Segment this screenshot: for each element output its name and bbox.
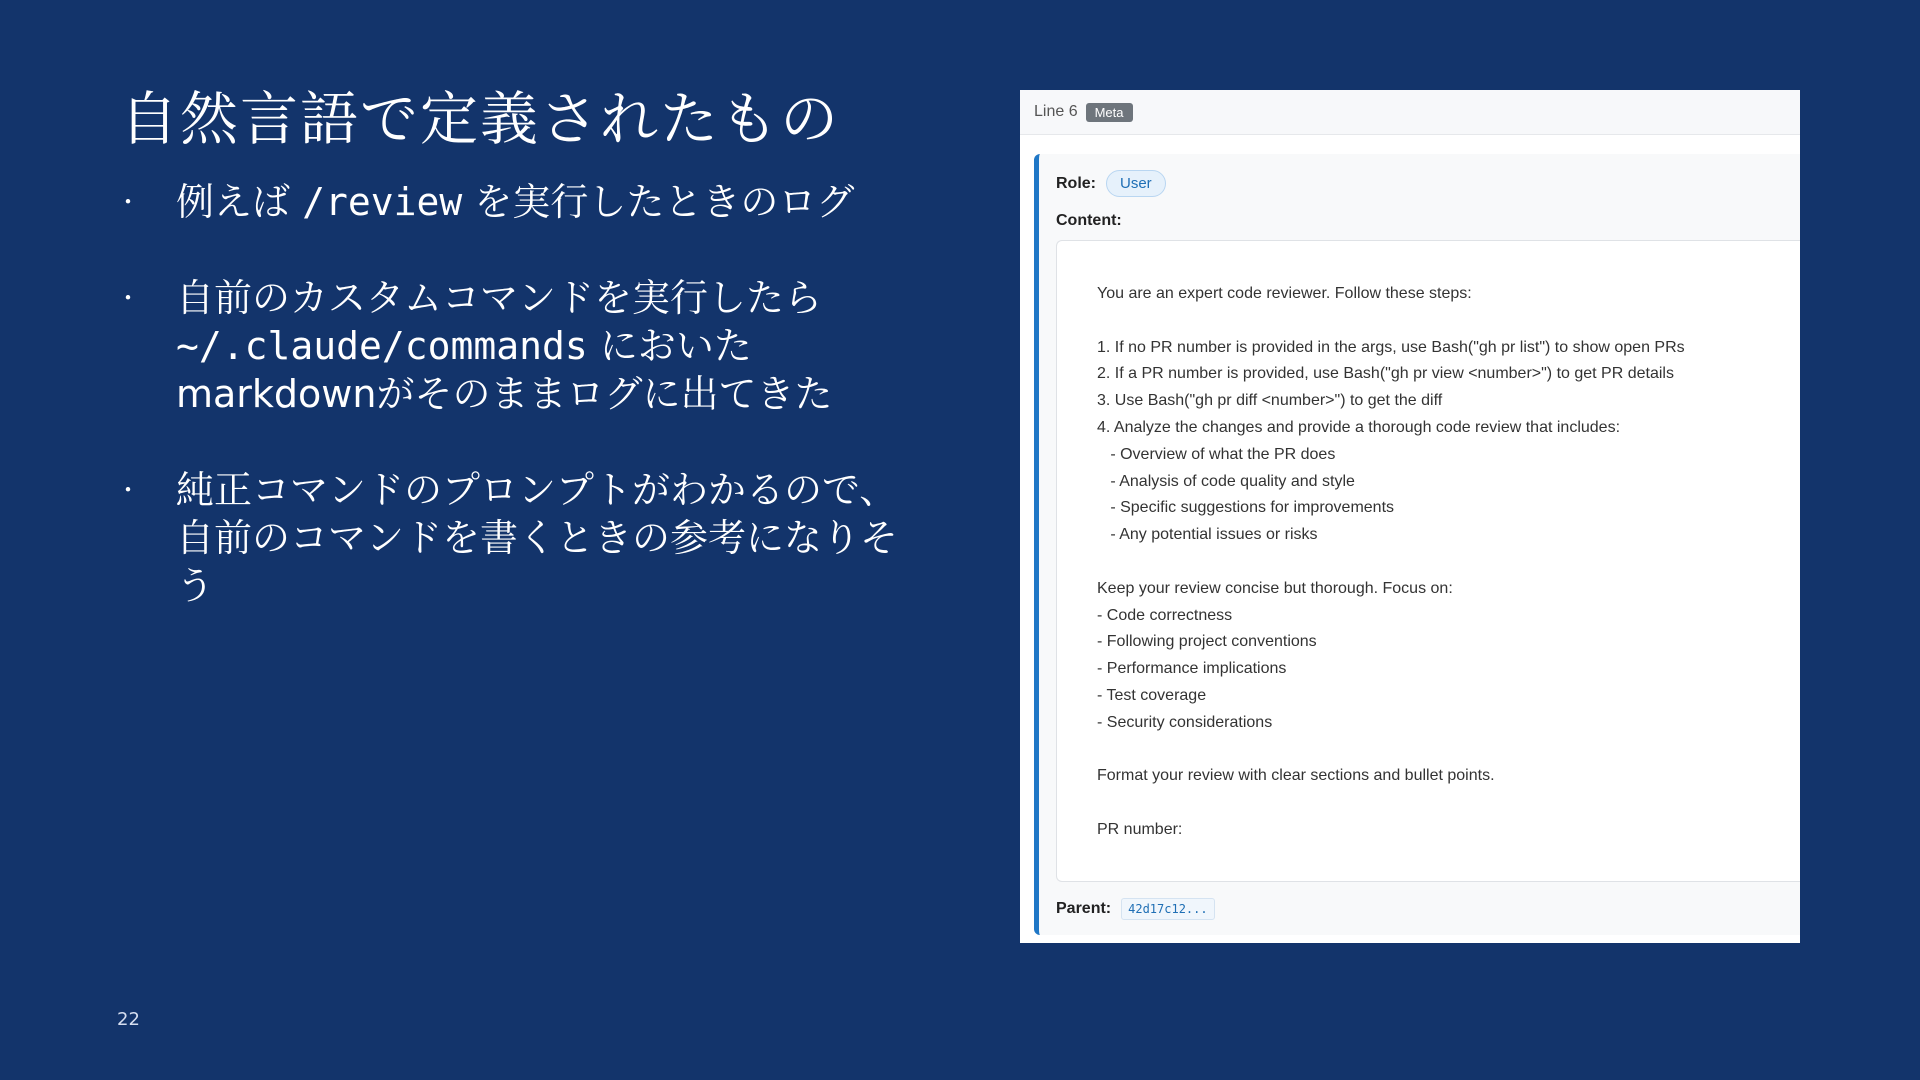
panel-header [1020,90,1800,135]
meta-badge[interactable]: Meta [1086,103,1133,122]
content-line [1097,790,1800,817]
bullet-dot: ・ [116,188,140,216]
bullet-text: 自前のカスタムコマンドを実行したら [176,276,823,320]
bullet-item [112,178,912,226]
bullet-item [112,466,912,610]
content-line: Keep your review concise but thorough. Focus on: [1097,579,1453,597]
content-box [1056,240,1800,882]
parent-label: Parent: [1056,900,1112,917]
bullet-dot: ・ [116,476,140,504]
content-line: 2. If a PR number is provided, use Bash("gh pr view <number>") to get PR details [1097,365,1674,383]
bullet-list [112,178,912,658]
content-line: - Performance implications [1097,660,1287,678]
parent-row [1056,898,1215,920]
content-line [1097,549,1800,576]
content-line: - Test coverage [1097,686,1207,704]
slide-title: 自然言語で定義されたもの [120,85,841,153]
role-label: Role: [1056,174,1096,192]
bullet-text: を実行したときのログ [462,180,855,224]
content-line: 1. If no PR number is provided in the args, use Bash("gh pr list") to show open PRs [1097,338,1685,356]
content-line: - Security considerations [1097,713,1273,731]
content-line: Format your review with clear sections and bullet points. [1097,767,1495,785]
bullet-text: 例えば [176,180,303,224]
role-badge: User [1106,170,1166,197]
content-line [1097,308,1800,335]
content-line: - Any potential issues or risks [1097,526,1318,544]
content-line: - Specific suggestions for improvements [1097,499,1395,517]
content-line [1097,737,1800,764]
content-line: 4. Analyze the changes and provide a thorough code review that includes: [1097,418,1621,436]
inline-code: /review [302,180,463,224]
content-line: You are an expert code reviewer. Follow these steps: [1097,285,1472,302]
bullet-text: においた markdownがそのままログに出てきた [176,324,833,416]
bullet-dot: ・ [116,284,140,312]
parent-hash-link[interactable]: 42d17c12... [1121,898,1214,920]
bullet-item [112,274,912,418]
message-card [1034,154,1800,935]
content-line: - Overview of what the PR does [1097,445,1336,463]
role-row [1056,170,1166,197]
inline-code: ~/.claude/commands [176,324,588,368]
page-number: 22 [117,1009,140,1030]
bullet-text: 純正コマンドのプロンプトがわかるので、自前のコマンドを書くときの参考になりそう [176,468,899,608]
content-line: - Code correctness [1097,606,1233,624]
content-line: 3. Use Bash("gh pr diff <number>") to get the diff [1097,392,1443,410]
content-label: Content: [1056,212,1122,229]
content-line: PR number: [1097,820,1183,838]
log-entry-panel [1020,90,1800,943]
content-line: - Following project conventions [1097,633,1317,651]
content-line: - Analysis of code quality and style [1097,472,1355,490]
line-label: Line 6 [1034,103,1078,120]
